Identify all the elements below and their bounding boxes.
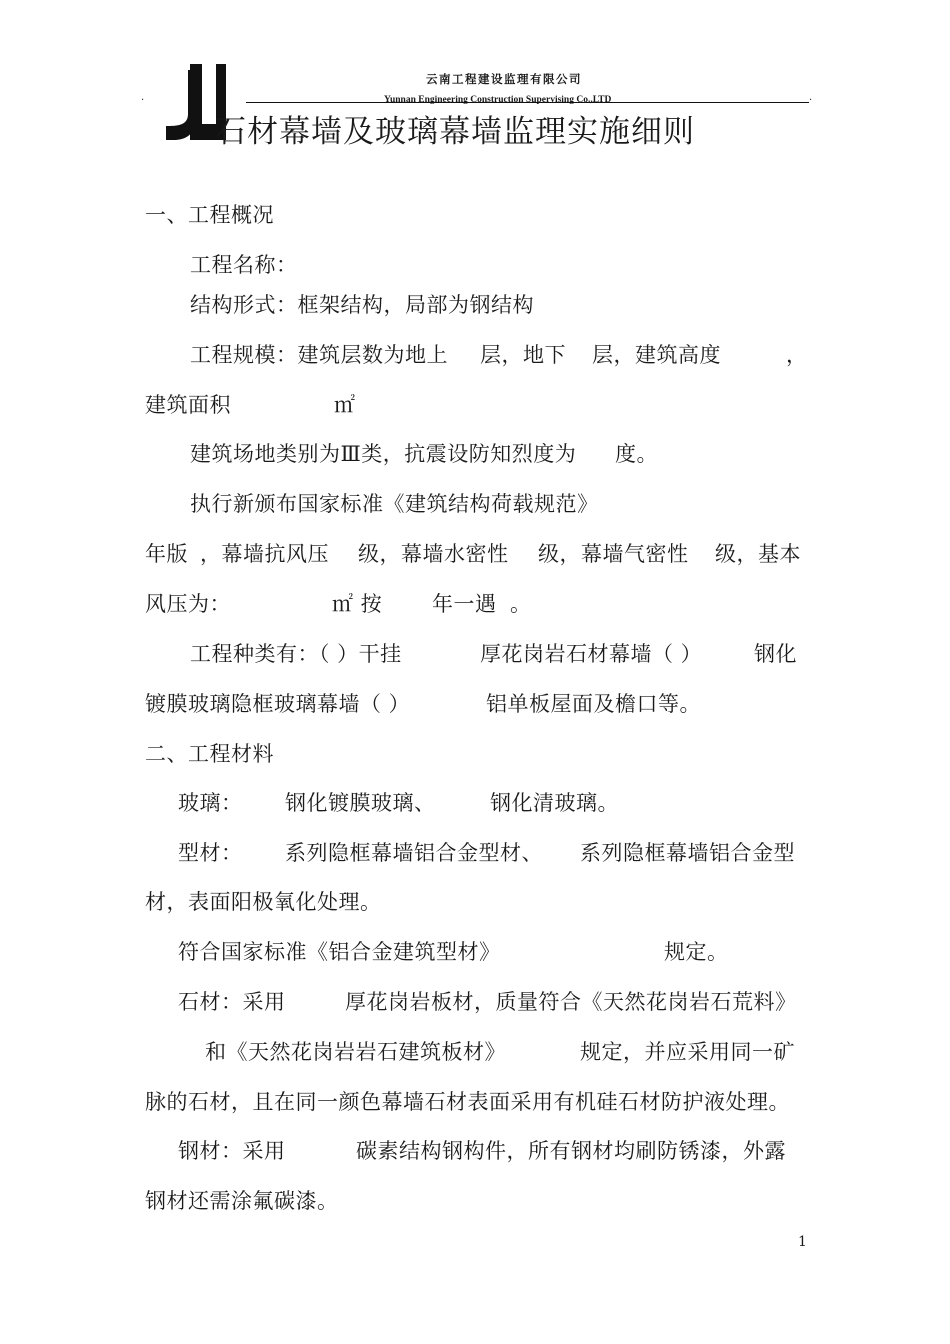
text-line: 钢化: [754, 642, 797, 666]
text-line: 建筑场地类别为Ⅲ类，抗震设防知烈度为: [190, 442, 577, 466]
text-line: 系列隐框幕墙铝合金型材、: [285, 841, 543, 865]
text-line: 石材：采用: [178, 990, 286, 1014]
text-line: 度。: [615, 442, 658, 466]
text-line: 钢化镀膜玻璃、: [285, 791, 436, 815]
text-line: 工程名称：: [190, 253, 298, 277]
header-divider: [246, 102, 809, 103]
text-line: 厚花岗岩石材幕墙（ ）: [480, 642, 703, 666]
text-line: ㎡ 按: [332, 592, 383, 616]
text-line: 层，地下: [480, 343, 566, 367]
text-line: 符合国家标准《铝合金建筑型材》: [178, 940, 501, 964]
header-dot-left: .: [141, 92, 145, 103]
text-line: 。: [510, 592, 532, 616]
text-line: 钢材：采用: [178, 1139, 286, 1163]
text-line: 级，基本: [715, 542, 801, 566]
text-line: 风压为：: [145, 592, 231, 616]
text-line: 规定。: [664, 940, 729, 964]
text-line: 年版: [145, 542, 188, 566]
text-line: 钢化清玻璃。: [490, 791, 619, 815]
text-line: 碳素结构钢构件，所有钢材均刷防锈漆，外露: [356, 1139, 786, 1163]
section-heading: 一、工程概况: [145, 203, 274, 227]
text-line: 厚花岗岩板材，质量符合《天然花岗岩石荒料》: [345, 990, 797, 1014]
text-line: 级，幕墙水密性: [358, 542, 509, 566]
text-line: 规定，并应采用同一矿: [580, 1040, 795, 1064]
text-line: ，: [786, 343, 808, 367]
text-line: 结构形式：框架结构，局部为钢结构: [190, 293, 534, 317]
text-line: 钢材还需涂氟碳漆。: [145, 1189, 339, 1213]
text-line: 系列隐框幕墙铝合金型: [580, 841, 795, 865]
document-title: 石材幕墙及玻璃幕墙监理实施细则: [215, 114, 695, 150]
text-line: ，幕墙抗风压: [200, 542, 329, 566]
text-line: 层，建筑高度: [592, 343, 721, 367]
text-line: 工程种类有：（ ）干挂: [190, 642, 402, 666]
text-line: 工程规模：建筑层数为地上: [190, 343, 448, 367]
text-line: 级，幕墙气密性: [538, 542, 689, 566]
text-line: 材，表面阳极氧化处理。: [145, 890, 382, 914]
text-line: 建筑面积: [145, 393, 231, 417]
text-line: 执行新颁布国家标准《建筑结构荷载规范》: [190, 492, 599, 516]
section-heading: 二、工程材料: [145, 742, 274, 766]
company-name-en: Yunnan Engineering Construction Supervising Co.,LTD: [384, 95, 612, 105]
header-dot-right: .: [809, 92, 813, 103]
text-line: 铝单板屋面及檐口等。: [486, 692, 701, 716]
text-line: ㎡: [334, 393, 356, 417]
text-line: 年一遇: [432, 592, 497, 616]
text-line: 脉的石材，且在同一颜色幕墙石材表面采用有机硅石材防护液处理。: [145, 1090, 790, 1114]
text-line: 型材：: [178, 841, 243, 865]
text-line: 镀膜玻璃隐框玻璃幕墙（ ）: [145, 692, 411, 716]
text-line: 和《天然花岗岩岩石建筑板材》: [205, 1040, 506, 1064]
text-line: 玻璃：: [178, 791, 243, 815]
company-name-cn: 云南工程建设监理有限公司: [426, 72, 582, 86]
page-number: 1: [798, 1234, 807, 1250]
